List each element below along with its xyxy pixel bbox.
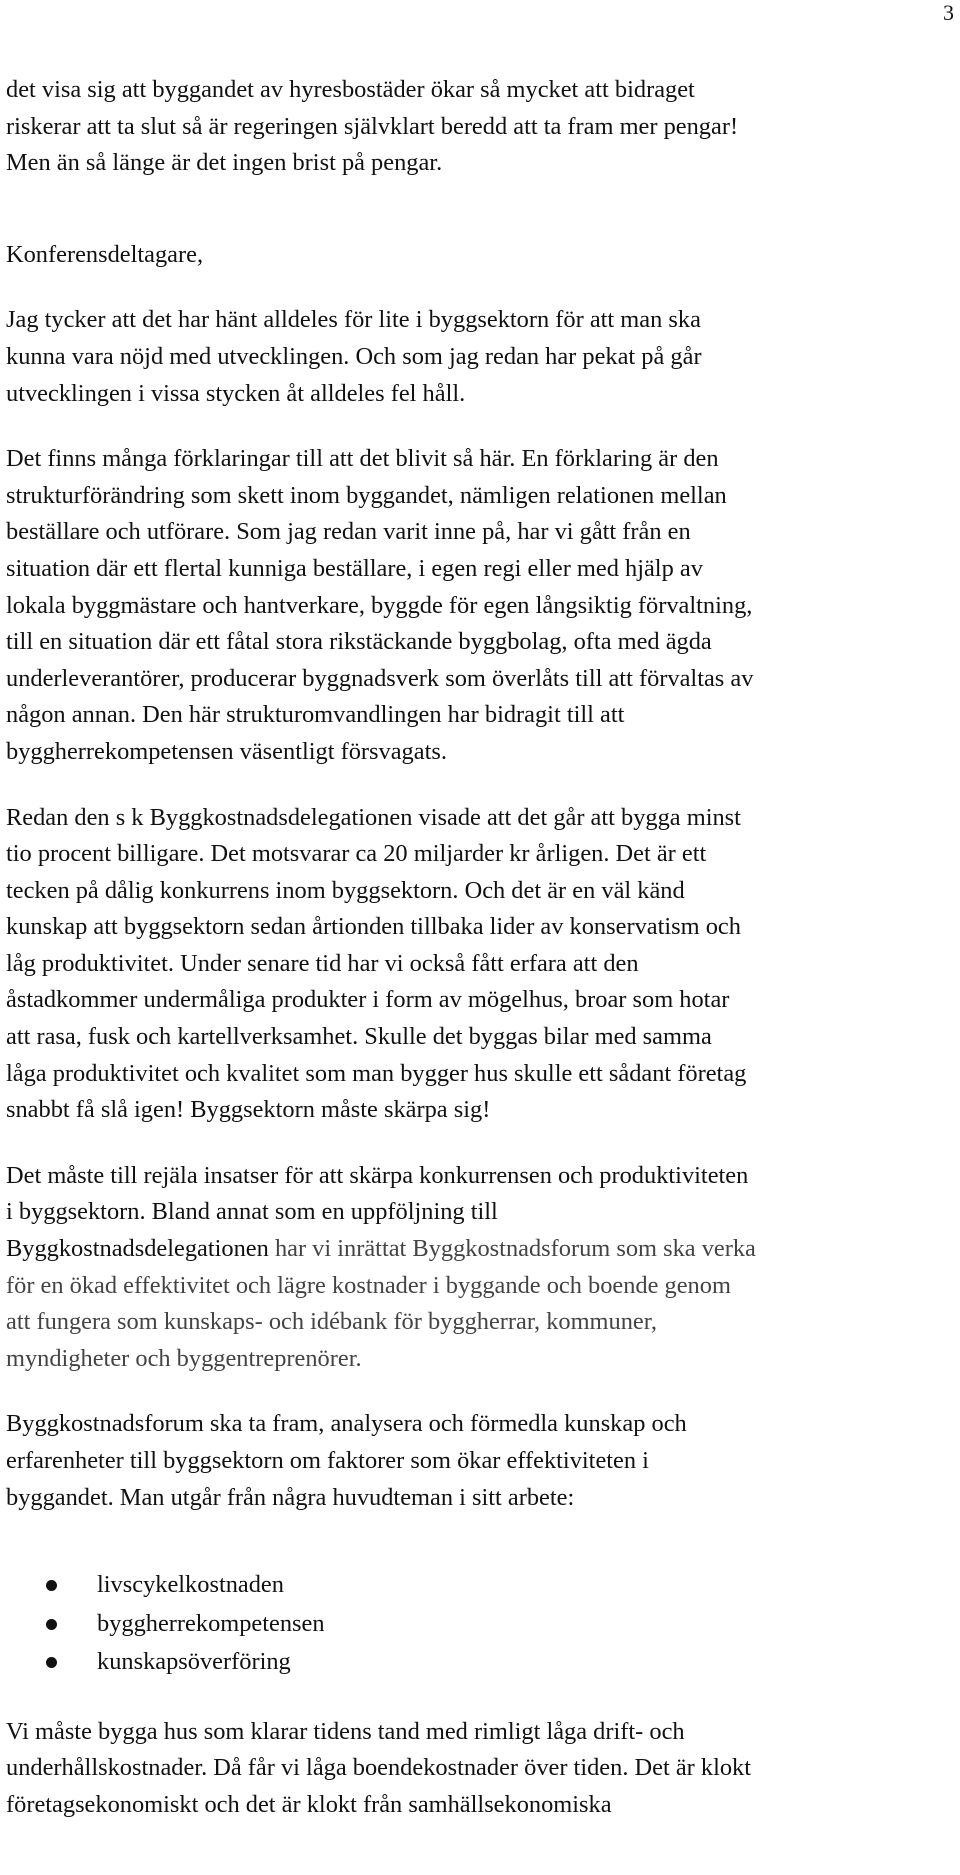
list-item: [6, 1566, 954, 1605]
text-line: byggherrekompetensen väsentligt försvagats.: [6, 737, 447, 765]
text-line: snabbt få slå igen! Byggsektorn måste skärpa sig!: [6, 1096, 491, 1124]
text-line: åstadkommer undermåliga produkter i form av mögelhus, broar som hotar: [6, 986, 730, 1014]
text-line: Men än så länge är det ingen brist på pengar.: [6, 149, 443, 177]
paragraph-forum-tasks: [6, 1406, 954, 1516]
paragraph-salutation: [6, 237, 954, 274]
document-body: [6, 72, 954, 1823]
text-line: låga produktivitet och kvalitet som man bygger hus skulle ett sådant företag: [6, 1059, 747, 1087]
text-line: strukturförändring som skett inom byggandet, nämligen relationen mellan: [6, 481, 727, 509]
bullet-icon: [46, 1580, 57, 1591]
paragraph-explanations: [6, 441, 954, 770]
text-line: Vi måste bygga hus som klarar tidens tand med rimligt låga drift- och: [6, 1717, 685, 1745]
text-line: låg produktivitet. Under senare tid har vi också fått erfara att den: [6, 949, 639, 977]
mixed-text-line: [6, 1231, 954, 1268]
text-line: kunna vara nöjd med utvecklingen. Och som jag redan har pekat på går: [6, 342, 702, 370]
text-line: beställare och utförare. Som jag redan varit inne på, har vi gått från en: [6, 518, 691, 546]
text-line: underleverantörer, producerar byggnadsverk som överlåts till att förvaltas av: [6, 664, 754, 692]
text-line: att rasa, fusk och kartellverksamhet. Skulle det byggas bilar med samma: [6, 1023, 712, 1051]
text-line: Det finns många förklaringar till att det blivit så här. En förklaring är den: [6, 445, 719, 473]
list-item: [6, 1643, 954, 1682]
text-line-light: myndigheter och byggentreprenörer.: [6, 1344, 362, 1372]
text-line-light: för en ökad effektivitet och lägre kostnader i byggande och boende genom: [6, 1271, 731, 1299]
text-segment: Byggkostnadsdelegationen: [6, 1235, 269, 1263]
page-number: 3: [943, 0, 954, 25]
paragraph-cost-forum: [6, 1158, 954, 1378]
text-line: Konferensdeltagare,: [6, 240, 204, 268]
text-line: kunskap att byggsektorn sedan årtionden tillbaka lider av konservatism och: [6, 913, 741, 941]
list-item-label: kunskapsöverföring: [97, 1648, 291, 1676]
text-line: någon annan. Den här strukturomvandlingen har bidragit till att: [6, 701, 625, 729]
text-line: utvecklingen i vissa stycken åt alldeles fel håll.: [6, 379, 466, 407]
text-line-light: att fungera som kunskaps- och idébank för byggherrar, kommuner,: [6, 1308, 657, 1336]
bullet-icon: [46, 1657, 57, 1668]
text-line: Jag tycker att det har hänt alldeles för lite i byggsektorn för att man ska: [6, 306, 701, 334]
text-line: byggandet. Man utgår från några huvudteman i sitt arbete:: [6, 1483, 575, 1511]
list-item-label: livscykelkostnaden: [97, 1571, 284, 1599]
text-line: riskerar att ta slut så är regeringen självklart beredd att ta fram mer pengar!: [6, 112, 739, 140]
text-line: tio procent billigare. Det motsvarar ca 20 miljarder kr årligen. Det är ett: [6, 840, 707, 868]
text-line: Byggkostnadsforum ska ta fram, analysera och förmedla kunskap och: [6, 1410, 687, 1438]
text-line: i byggsektorn. Bland annat som en uppföljning till: [6, 1198, 498, 1226]
text-line: lokala byggmästare och hantverkare, byggde för egen långsiktig förvaltning,: [6, 591, 753, 619]
text-line: underhållskostnader. Då får vi låga boendekostnader över tiden. Det är klokt: [6, 1754, 752, 1782]
text-line: erfarenheter till byggsektorn om faktorer som ökar effektiviteten i: [6, 1447, 649, 1474]
text-line: Det måste till rejäla insatser för att skärpa konkurrensen och produktiviteten: [6, 1161, 749, 1189]
text-line: till en situation där ett fåtal stora rikstäckande byggbolag, ofta med ägda: [6, 628, 712, 656]
text-line: situation där ett flertal kunniga beställare, i egen regi eller med hjälp av: [6, 554, 703, 582]
paragraph-funding: [6, 72, 954, 182]
list-item-label: byggherrekompetensen: [97, 1609, 325, 1637]
paragraph-long-term: [6, 1714, 954, 1824]
paragraph-development: [6, 302, 954, 412]
text-line: tecken på dålig konkurrens inom byggsektorn. Och det är en väl känd: [6, 876, 685, 904]
text-line: det visa sig att byggandet av hyresbostäder ökar så mycket att bidraget: [6, 76, 695, 103]
text-line: företagsekonomiskt och det är klokt från samhällsekonomiska: [6, 1790, 612, 1818]
text-segment-light: har vi inrättat Byggkostnadsforum som ska verka: [268, 1235, 756, 1263]
bullet-icon: [46, 1619, 57, 1630]
theme-list: [6, 1566, 954, 1682]
paragraph-cost-delegation: [6, 800, 954, 1129]
list-item: [6, 1605, 954, 1644]
text-line: Redan den s k Byggkostnadsdelegationen visade att det går att bygga minst: [6, 803, 741, 831]
